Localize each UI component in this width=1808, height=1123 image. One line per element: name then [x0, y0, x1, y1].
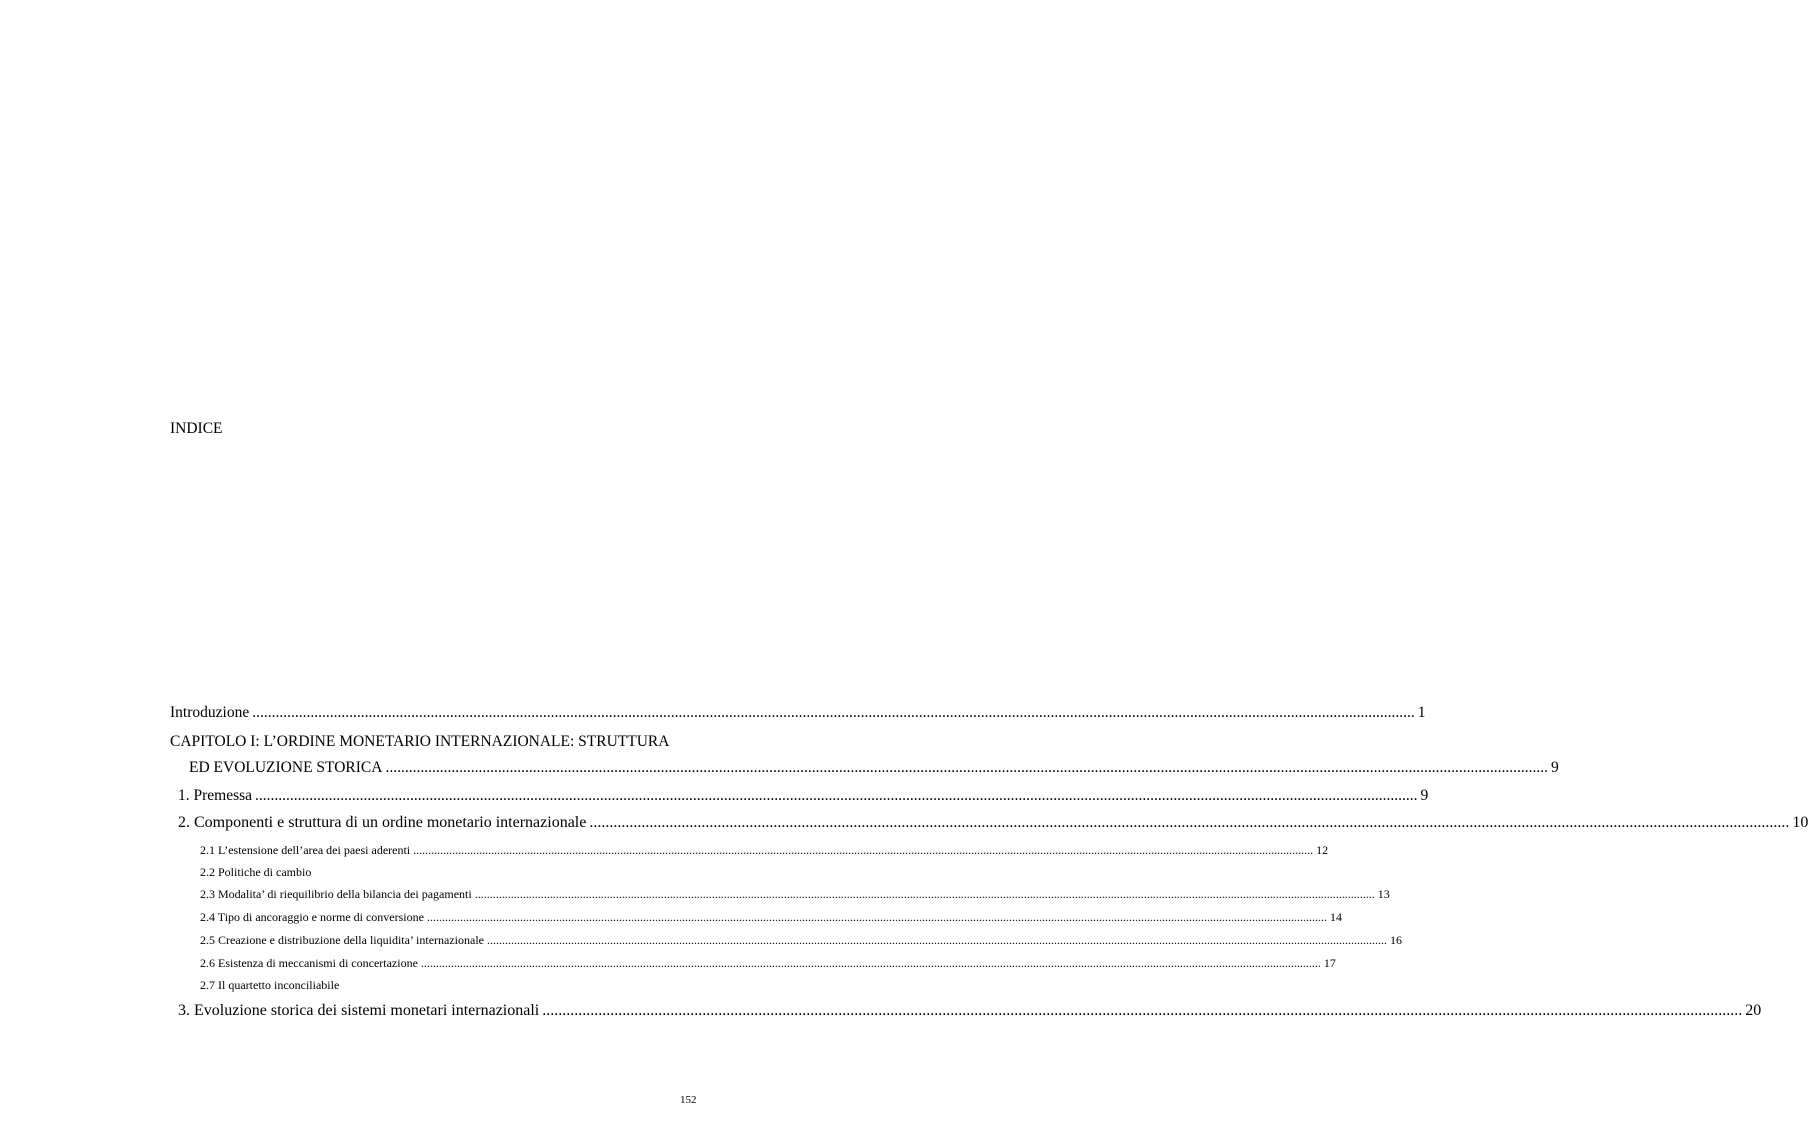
- toc-entry-label: 2.6 Esistenza di meccanismi di concertazione: [200, 956, 418, 970]
- toc-entry-label: 2.1 L’estensione dell’area dei paesi aderenti: [200, 843, 411, 857]
- toc-entry-s2-7[interactable]: [200, 978, 339, 993]
- toc-entry-page: 20: [1745, 1002, 1762, 1019]
- toc-entry-label: 2.2 Politiche di cambio: [200, 865, 312, 879]
- dot-leader: ............................................................................................................................................................................................................................................................................................................: [385, 759, 1548, 776]
- toc-entry-s3[interactable]: [178, 1002, 1762, 1020]
- toc-entry-page: 14: [1329, 910, 1342, 924]
- toc-entry-page: 9: [1420, 787, 1429, 804]
- toc-entry-label: 2.5 Creazione e distribuzione della liquidita’ internazionale: [200, 933, 485, 947]
- toc-entry-label: 2. Componenti e struttura di un ordine monetario internazionale: [178, 814, 587, 831]
- dot-leader: ............................................................................................................................................................................................................................................................................................................: [420, 956, 1321, 970]
- toc-entry-page: 17: [1323, 956, 1336, 970]
- toc-entry-page: 12: [1316, 843, 1329, 857]
- toc-entry-page: 1: [1417, 704, 1426, 721]
- toc-entry-label: 2.7 Il quartetto inconciliabile: [200, 978, 340, 992]
- index-heading: INDICE: [170, 420, 223, 437]
- toc-entry-s1[interactable]: [178, 787, 1429, 805]
- dot-leader: ............................................................................................................................................................................................................................................................................................................: [474, 887, 1375, 901]
- toc-entry-s2-1[interactable]: [200, 843, 1329, 858]
- toc-entry-chapter1-line2[interactable]: [189, 759, 1559, 777]
- toc-entry-label: Introduzione: [170, 704, 250, 721]
- dot-leader: ............................................................................................................................................................................................................................................................................................................: [426, 910, 1327, 924]
- toc-entry-s2-3[interactable]: [200, 887, 1390, 902]
- page-number: 152: [680, 1094, 697, 1106]
- dot-leader: ............................................................................................................................................................................................................................................................................................................: [542, 1002, 1743, 1019]
- dot-leader: ............................................................................................................................................................................................................................................................................................................: [255, 787, 1418, 804]
- dot-leader: ............................................................................................................................................................................................................................................................................................................: [252, 704, 1415, 721]
- toc-entry-label: 2.3 Modalita’ di riequilibrio della bilancia dei pagamenti: [200, 887, 472, 901]
- toc-entry-label: 3. Evoluzione storica dei sistemi monetari internazionali: [178, 1002, 540, 1019]
- toc-entry-page: 16: [1390, 933, 1403, 947]
- toc-entry-s2-4[interactable]: [200, 910, 1342, 925]
- toc-entry-page: 10: [1792, 814, 1808, 831]
- toc-entry-page: 13: [1377, 887, 1390, 901]
- toc-entry-page: 9: [1550, 759, 1559, 776]
- toc-entry-intro[interactable]: [170, 704, 1426, 722]
- toc-entry-label: ED EVOLUZIONE STORICA: [189, 759, 383, 776]
- toc-entry-s2[interactable]: [178, 814, 1808, 832]
- toc-entry-chapter1-line1[interactable]: [170, 733, 669, 751]
- toc-entry-label: 1. Premessa: [178, 787, 253, 804]
- dot-leader: ............................................................................................................................................................................................................................................................................................................: [413, 843, 1314, 857]
- toc-entry-s2-2[interactable]: [200, 865, 311, 880]
- toc-entry-label: CAPITOLO I: L’ORDINE MONETARIO INTERNAZIONALE: STRUTTURA: [170, 733, 670, 750]
- toc-entry-label: 2.4 Tipo di ancoraggio e norme di conversione: [200, 910, 424, 924]
- toc-entry-s2-6[interactable]: [200, 956, 1336, 971]
- dot-leader: ............................................................................................................................................................................................................................................................................................................: [487, 933, 1388, 947]
- toc-entry-s2-5[interactable]: [200, 933, 1403, 948]
- dot-leader: ............................................................................................................................................................................................................................................................................................................: [589, 814, 1790, 831]
